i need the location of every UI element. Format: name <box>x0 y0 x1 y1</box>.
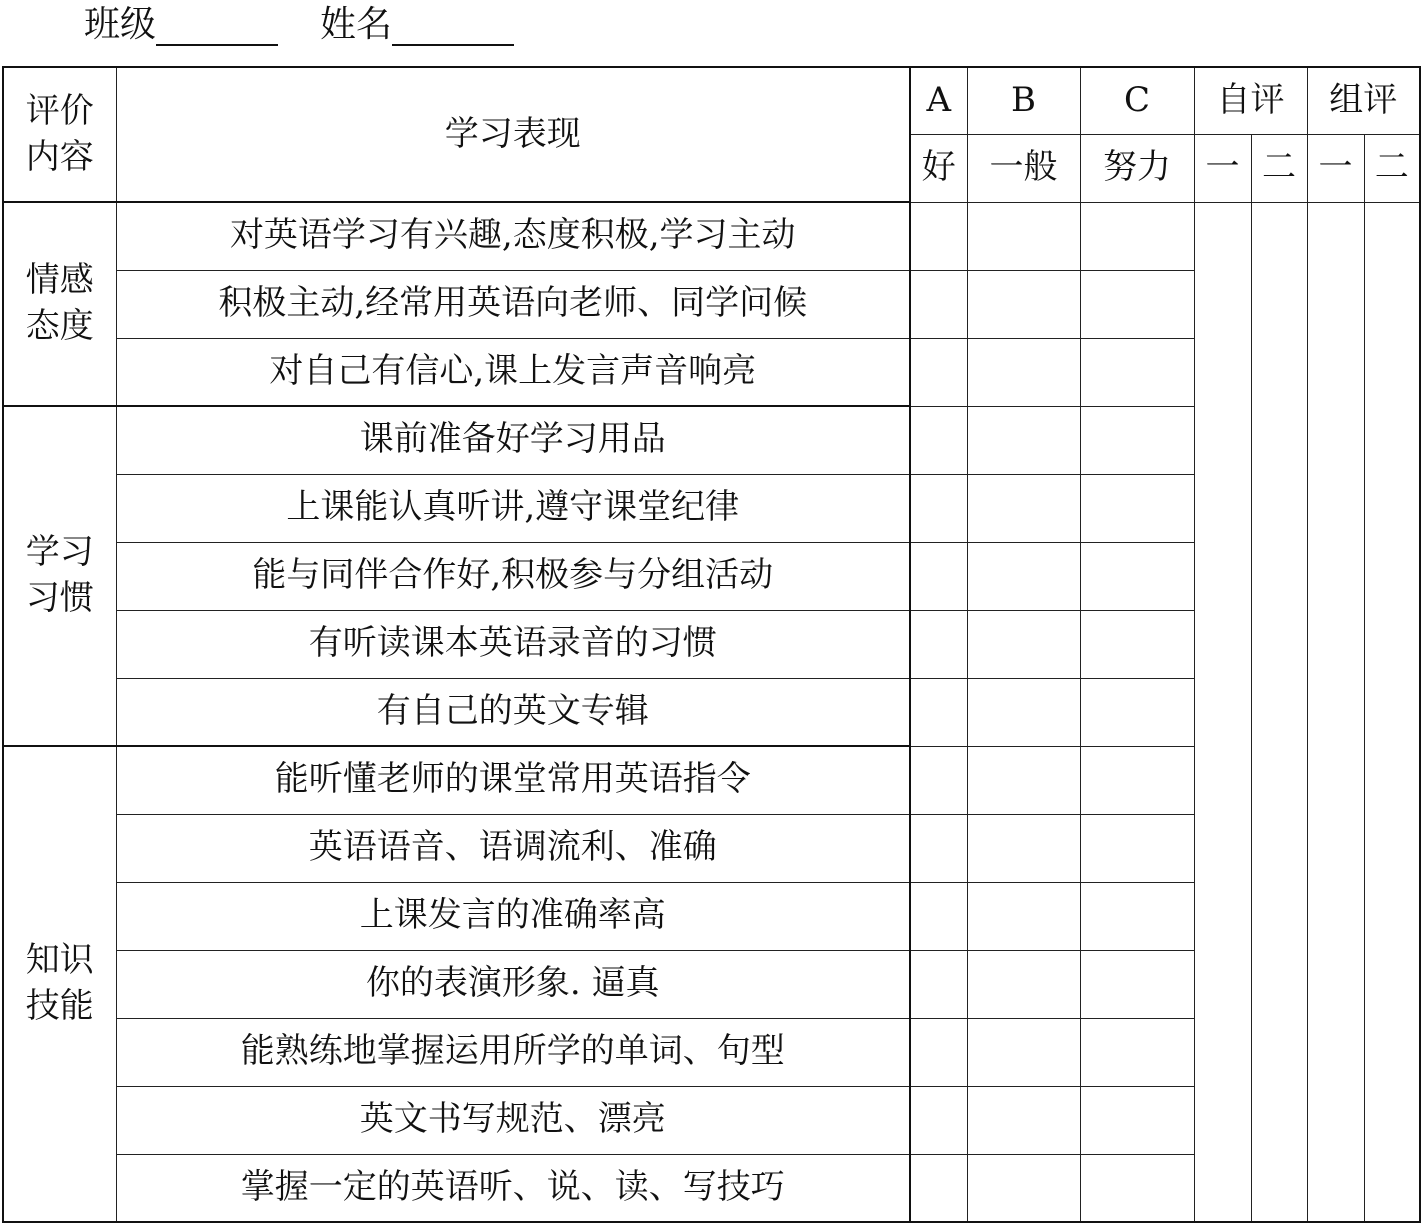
grade-a-cell[interactable] <box>910 1154 967 1222</box>
category-header-line-1: 评价 <box>25 90 94 131</box>
performance-item: 课前准备好学习用品 <box>116 406 910 474</box>
grade-c-cell[interactable] <box>1080 814 1194 882</box>
performance-item: 有自己的英文专辑 <box>116 678 910 746</box>
grade-c-cell[interactable] <box>1080 202 1194 270</box>
grade-c-cell[interactable] <box>1080 474 1194 542</box>
self-eval-round-two-header: 二 <box>1251 134 1307 202</box>
performance-item: 能熟练地掌握运用所学的单词、句型 <box>116 1018 910 1086</box>
category-line: 知识 <box>25 940 94 981</box>
performance-item: 积极主动,经常用英语向老师、同学问候 <box>116 270 910 338</box>
grade-c-cell[interactable] <box>1080 746 1194 814</box>
criterion-row <box>3 202 1420 270</box>
group-eval-round-one-header: 一 <box>1307 134 1364 202</box>
category-cell <box>3 202 116 406</box>
category-line: 情感 <box>25 260 94 301</box>
grade-b-cell[interactable] <box>967 202 1080 270</box>
grade-b-cell[interactable] <box>967 406 1080 474</box>
grade-a-cell[interactable] <box>910 610 967 678</box>
grade-a-header: A <box>910 67 967 134</box>
grade-good-header: 好 <box>910 134 967 202</box>
evaluation-table <box>2 66 1421 1223</box>
grade-average-header: 一般 <box>967 134 1080 202</box>
performance-item: 对自己有信心,课上发言声音响亮 <box>116 338 910 406</box>
grade-c-cell[interactable] <box>1080 882 1194 950</box>
performance-column-header: 学习表现 <box>116 67 910 202</box>
grade-a-cell[interactable] <box>910 950 967 1018</box>
grade-c-cell[interactable] <box>1080 678 1194 746</box>
grade-c-cell[interactable] <box>1080 610 1194 678</box>
category-line: 技能 <box>25 986 94 1026</box>
grade-c-cell[interactable] <box>1080 270 1194 338</box>
self-eval-one-cell[interactable] <box>1194 202 1251 1222</box>
grade-b-cell[interactable] <box>967 338 1080 406</box>
grade-b-cell[interactable] <box>967 542 1080 610</box>
grade-b-cell[interactable] <box>967 270 1080 338</box>
class-label: 班级 <box>84 4 157 45</box>
grade-b-cell[interactable] <box>967 882 1080 950</box>
performance-item: 英文书写规范、漂亮 <box>116 1086 910 1154</box>
self-eval-two-cell[interactable] <box>1251 202 1307 1222</box>
performance-item: 上课能认真听讲,遵守课堂纪律 <box>116 474 910 542</box>
grade-b-cell[interactable] <box>967 1018 1080 1086</box>
grade-a-cell[interactable] <box>910 1086 967 1154</box>
grade-b-cell[interactable] <box>967 610 1080 678</box>
group-eval-two-cell[interactable] <box>1364 202 1420 1222</box>
grade-a-cell[interactable] <box>910 270 967 338</box>
grade-a-cell[interactable] <box>910 882 967 950</box>
grade-c-cell[interactable] <box>1080 338 1194 406</box>
grade-c-cell[interactable] <box>1080 406 1194 474</box>
grade-c-cell[interactable] <box>1080 950 1194 1018</box>
grade-a-cell[interactable] <box>910 542 967 610</box>
performance-item: 上课发言的准确率高 <box>116 882 910 950</box>
grade-c-cell[interactable] <box>1080 1086 1194 1154</box>
grade-a-cell[interactable] <box>910 814 967 882</box>
group-eval-header: 组评 <box>1307 67 1420 134</box>
grade-a-cell[interactable] <box>910 202 967 270</box>
student-info-line <box>84 0 514 50</box>
performance-item: 有听读课本英语录音的习惯 <box>116 610 910 678</box>
grade-a-cell[interactable] <box>910 338 967 406</box>
performance-item: 能听懂老师的课堂常用英语指令 <box>116 746 910 814</box>
performance-item: 能与同伴合作好,积极参与分组活动 <box>116 542 910 610</box>
grade-c-header: C <box>1080 67 1194 134</box>
self-eval-round-one-header: 一 <box>1194 134 1251 202</box>
grade-b-cell[interactable] <box>967 746 1080 814</box>
category-line: 习惯 <box>25 578 94 618</box>
performance-item: 英语语音、语调流利、准确 <box>116 814 910 882</box>
name-label: 姓名 <box>320 4 393 45</box>
grade-b-header: B <box>967 67 1080 134</box>
performance-item: 你的表演形象. 逼真 <box>116 950 910 1018</box>
grade-a-cell[interactable] <box>910 678 967 746</box>
performance-item: 对英语学习有兴趣,态度积极,学习主动 <box>116 202 910 270</box>
grade-b-cell[interactable] <box>967 1086 1080 1154</box>
category-cell <box>3 406 116 746</box>
group-eval-round-two-header: 二 <box>1364 134 1420 202</box>
grade-c-cell[interactable] <box>1080 542 1194 610</box>
grade-c-cell[interactable] <box>1080 1018 1194 1086</box>
grade-a-cell[interactable] <box>910 746 967 814</box>
grade-b-cell[interactable] <box>967 950 1080 1018</box>
grade-a-cell[interactable] <box>910 474 967 542</box>
category-column-header <box>3 67 116 202</box>
grade-b-cell[interactable] <box>967 474 1080 542</box>
category-cell <box>3 746 116 1222</box>
class-blank[interactable] <box>156 4 278 46</box>
performance-item: 掌握一定的英语听、说、读、写技巧 <box>116 1154 910 1222</box>
header-row-1 <box>3 67 1420 134</box>
group-eval-one-cell[interactable] <box>1307 202 1364 1222</box>
grade-a-cell[interactable] <box>910 406 967 474</box>
grade-effort-header: 努力 <box>1080 134 1194 202</box>
category-line: 态度 <box>25 306 94 346</box>
grade-c-cell[interactable] <box>1080 1154 1194 1222</box>
grade-b-cell[interactable] <box>967 814 1080 882</box>
category-header-line-2: 内容 <box>25 136 94 177</box>
self-eval-header: 自评 <box>1194 67 1307 134</box>
category-line: 学习 <box>25 532 94 573</box>
grade-a-cell[interactable] <box>910 1018 967 1086</box>
grade-b-cell[interactable] <box>967 678 1080 746</box>
name-blank[interactable] <box>392 4 514 46</box>
grade-b-cell[interactable] <box>967 1154 1080 1222</box>
